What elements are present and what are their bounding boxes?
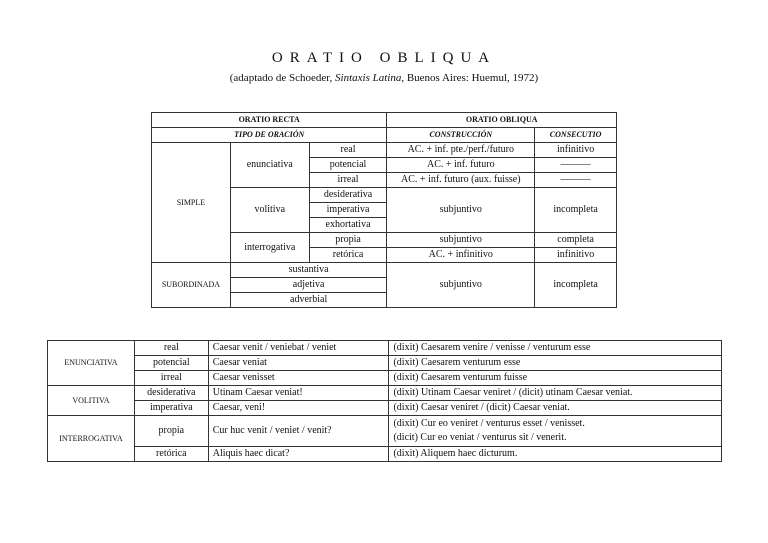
type-exhortativa: exhortativa	[309, 218, 387, 233]
example-type: imperativa	[134, 401, 208, 416]
construccion-volitiva: subjuntivo	[387, 188, 535, 233]
group-simple: SIMPLE	[152, 143, 231, 263]
type-adverbial: adverbial	[230, 293, 387, 308]
page-title: ORATIO OBLIQUA	[271, 50, 497, 66]
type-real: real	[309, 143, 387, 158]
summary-table	[151, 112, 617, 308]
group-volitiva: VOLITIVA	[48, 386, 135, 416]
consecutio-potencial: ———	[535, 158, 617, 173]
example-recta: Caesar venisset	[208, 371, 389, 386]
header-tipo-oracion: TIPO DE ORACIÓN	[152, 128, 387, 143]
example-recta: Cur huc venit / veniet / venit?	[208, 416, 389, 447]
construccion-retorica: AC. + infinitivo	[387, 248, 535, 263]
subgroup-volitiva: volitiva	[230, 188, 309, 233]
consecutio-retorica: infinitivo	[535, 248, 617, 263]
subgroup-interrogativa: interrogativa	[230, 233, 309, 263]
example-recta: Caesar veniat	[208, 356, 389, 371]
example-obliqua: (dixit) Caesarem venturum fuisse	[389, 371, 722, 386]
subgroup-enunciativa: enunciativa	[230, 143, 309, 188]
consecutio-real: infinitivo	[535, 143, 617, 158]
subtitle-pre: (adaptado de Schoeder,	[229, 72, 336, 84]
header-oratio-obliqua: ORATIO OBLIQUA	[387, 113, 617, 128]
construccion-propia: subjuntivo	[387, 233, 535, 248]
header-consecutio: CONSECUTIO	[535, 128, 617, 143]
example-type: propia	[134, 416, 208, 447]
consecutio-irreal: ———	[535, 173, 617, 188]
type-potencial: potencial	[309, 158, 387, 173]
example-obliqua: (dixit) Caesar veniret / (dicit) Caesar veniat.	[389, 401, 722, 416]
type-adjetiva: adjetiva	[230, 278, 387, 293]
subtitle-post: , Buenos Aires: Huemul, 1972)	[401, 72, 539, 84]
example-type: desiderativa	[134, 386, 208, 401]
example-type: retórica	[134, 447, 208, 462]
type-retorica: retórica	[309, 248, 387, 263]
type-irreal: irreal	[309, 173, 387, 188]
type-propia: propia	[309, 233, 387, 248]
example-recta: Utinam Caesar veniat!	[208, 386, 389, 401]
construccion-real: AC. + inf. pte./perf./futuro	[387, 143, 535, 158]
type-imperativa: imperativa	[309, 203, 387, 218]
construccion-subordinada: subjuntivo	[387, 263, 535, 308]
group-subordinada: SUBORDINADA	[152, 263, 231, 308]
example-obliqua	[389, 416, 722, 447]
construccion-irreal: AC. + inf. futuro (aux. fuisse)	[387, 173, 535, 188]
example-recta: Caesar, veni!	[208, 401, 389, 416]
example-obliqua: (dixit) Aliquem haec dicturum.	[389, 447, 722, 462]
example-obliqua-line1: (dixit) Cur eo veniret / venturus esset / venisset.	[393, 418, 585, 429]
example-obliqua: (dixit) Caesarem venturum esse	[389, 356, 722, 371]
consecutio-subordinada: incompleta	[535, 263, 617, 308]
example-obliqua: (dixit) Utinam Caesar veniret / (dicit) utinam Caesar veniat.	[389, 386, 722, 401]
example-recta: Aliquis haec dicat?	[208, 447, 389, 462]
examples-table	[47, 340, 722, 462]
construccion-potencial: AC. + inf. futuro	[387, 158, 535, 173]
example-type: potencial	[134, 356, 208, 371]
consecutio-propia: completa	[535, 233, 617, 248]
type-sustantiva: sustantiva	[230, 263, 387, 278]
example-obliqua-line2: (dicit) Cur eo veniat / venturus sit / venerit.	[393, 432, 567, 443]
header-oratio-recta: ORATIO RECTA	[152, 113, 387, 128]
example-obliqua: (dixit) Caesarem venire / venisse / venturum esse	[389, 341, 722, 356]
page-subtitle	[0, 72, 768, 84]
example-type: real	[134, 341, 208, 356]
example-recta: Caesar venit / veniebat / veniet	[208, 341, 389, 356]
group-enunciativa: ENUNCIATIVA	[48, 341, 135, 386]
example-type: irreal	[134, 371, 208, 386]
type-desiderativa: desiderativa	[309, 188, 387, 203]
subtitle-book: Sintaxis Latina	[335, 72, 402, 84]
header-construccion: CONSTRUCCIÓN	[387, 128, 535, 143]
consecutio-volitiva: incompleta	[535, 188, 617, 233]
group-interrogativa: INTERROGATIVA	[48, 416, 135, 462]
